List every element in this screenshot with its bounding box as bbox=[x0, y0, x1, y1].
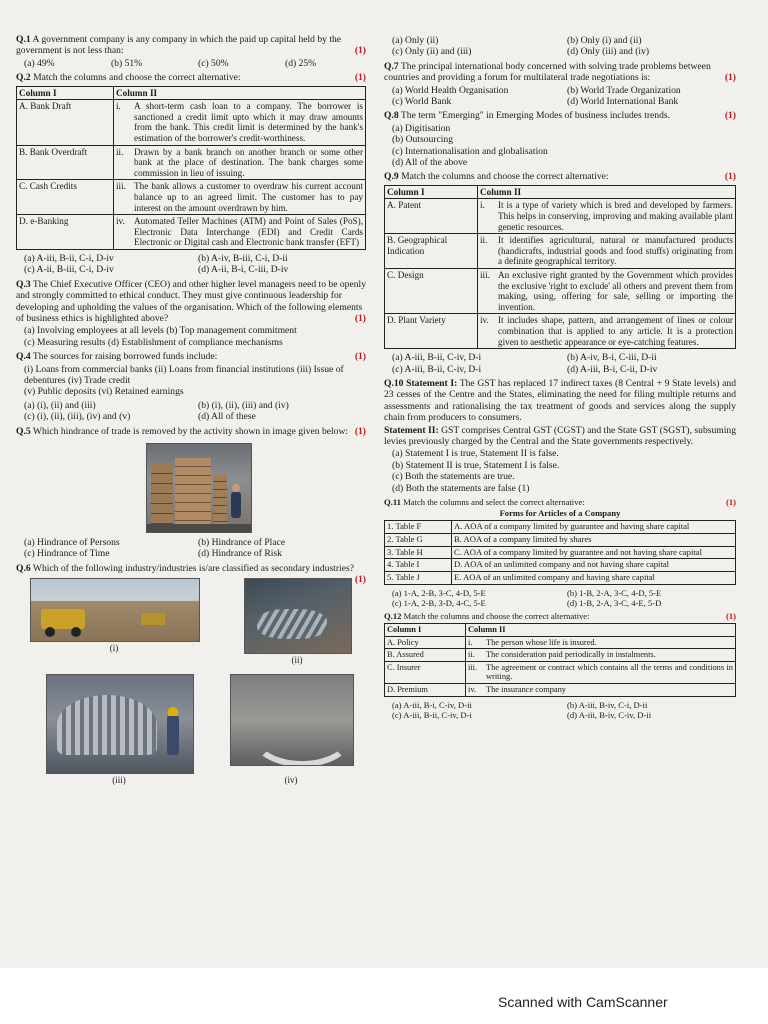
q4-option-d[interactable]: (d) All of these bbox=[198, 411, 256, 423]
q8-text: The term "Emerging" in Emerging Modes of business includes trends. bbox=[400, 110, 671, 122]
q8-option-a[interactable]: (a) Digitisation bbox=[392, 122, 451, 134]
q2-row-c-num: iii. bbox=[114, 180, 133, 215]
q9-row-c-num: iii. bbox=[478, 269, 497, 314]
mining-photo bbox=[30, 578, 200, 642]
q12-option-b[interactable]: (b) A-iii, B-iv, C-i, D-ii bbox=[567, 699, 648, 710]
right-column bbox=[384, 34, 736, 723]
table-row bbox=[385, 684, 736, 697]
q9-options bbox=[384, 352, 736, 375]
table-row bbox=[385, 269, 736, 314]
question-6 bbox=[16, 563, 366, 788]
q6-text: Which of the following industry/industries is/are classified as secondary industries? bbox=[32, 562, 354, 574]
q5-option-c[interactable]: (c) Hindrance of Time bbox=[24, 548, 110, 560]
q8-option-c[interactable]: (c) Internationalisation and globalisation bbox=[392, 145, 548, 157]
caption-ii: (ii) bbox=[291, 655, 303, 666]
q4-number: Q.4 bbox=[16, 351, 31, 363]
warehouse-photo bbox=[146, 443, 252, 533]
factory-photo bbox=[46, 674, 194, 774]
q1-option-b[interactable]: (b) 51% bbox=[111, 57, 143, 69]
q12-row-a-left: A. Policy bbox=[385, 636, 466, 649]
q6-number: Q.6 bbox=[16, 562, 31, 574]
q2-col2-header: Column II bbox=[114, 86, 366, 100]
q6-option-d[interactable]: (d) Only (iii) and (iv) bbox=[567, 46, 650, 58]
q5-option-d[interactable]: (d) Hindrance of Risk bbox=[198, 548, 282, 560]
q5-option-a[interactable]: (a) Hindrance of Persons bbox=[24, 537, 120, 549]
question-7 bbox=[384, 61, 736, 108]
q11-option-b[interactable]: (b) 1-B, 2-A, 3-C, 4-D, 5-E bbox=[567, 588, 662, 599]
q4-marks: (1) bbox=[354, 351, 366, 363]
q2-row-d-left: D. e-Banking bbox=[17, 215, 114, 250]
table-row bbox=[385, 533, 736, 546]
q12-number: Q.12 bbox=[384, 611, 402, 622]
left-column bbox=[16, 34, 366, 790]
q10-option-b[interactable]: (b) Statement II is true, Statement I is false. bbox=[392, 459, 560, 471]
q9-match-table bbox=[384, 185, 736, 349]
q9-row-c-right: An exclusive right granted by the Government which provides the exclusive 'right to exclude' all others and prevent them from making, using, offering for sale, selling or importing the invention. bbox=[496, 269, 736, 314]
q12-option-d[interactable]: (d) A-iii, B-iv, C-iv, D-ii bbox=[567, 709, 652, 720]
q5-number: Q.5 bbox=[16, 425, 31, 437]
q12-match-table bbox=[384, 623, 736, 697]
q11-option-a[interactable]: (a) 1-A, 2-B, 3-C, 4-D, 5-E bbox=[392, 588, 486, 599]
q1-option-a[interactable]: (a) 49% bbox=[24, 57, 55, 69]
q3-options bbox=[16, 325, 366, 348]
q10-statement-1 bbox=[384, 378, 736, 424]
table-row bbox=[385, 199, 736, 234]
table-row bbox=[385, 661, 736, 683]
q2-row-b-num: ii. bbox=[114, 145, 133, 180]
q10-statement-2 bbox=[384, 425, 736, 448]
question-3 bbox=[16, 279, 366, 348]
q2-row-c-right: The bank allows a customer to overdraw his current account balance up to an agreed limit. The customer has to pay interest on the amount overdrawn by him. bbox=[132, 180, 366, 215]
q3-text: The Chief Executive Officer (CEO) and other higher level managers need to be openly and strongly committed to ethical conduct. They must give continuous leadership for developing and upholding the values of the organisation. Which of the following elements of business ethics is highlighted above? bbox=[16, 278, 366, 324]
question-1 bbox=[16, 34, 366, 69]
q4-options bbox=[16, 400, 366, 423]
q2-number: Q.2 bbox=[16, 72, 31, 84]
q9-marks: (1) bbox=[724, 171, 736, 183]
table-row bbox=[17, 215, 366, 250]
q11-row-2-right: B. AOA of a company limited by shares bbox=[452, 533, 736, 546]
q2-marks: (1) bbox=[354, 72, 366, 84]
q2-row-d-num: iv. bbox=[114, 215, 133, 250]
q10-options bbox=[384, 448, 736, 494]
q9-row-d-left: D. Plant Variety bbox=[385, 314, 478, 349]
table-row bbox=[17, 100, 366, 145]
q2-row-a-left: A. Bank Draft bbox=[17, 100, 114, 145]
q11-row-3-left: 3. Table H bbox=[385, 546, 452, 559]
q2-row-b-left: B. Bank Overdraft bbox=[17, 145, 114, 180]
q9-row-a-right: It is a type of variety which is bred and developed by farmers. This helps in conserving, improving and making available plant genetic resources. bbox=[496, 199, 736, 234]
q12-row-d-left: D. Premium bbox=[385, 684, 466, 697]
table-row bbox=[385, 572, 736, 585]
q11-row-3-right: C. AOA of a company limited by guarantee and not having share capital bbox=[452, 546, 736, 559]
q11-table-heading: Forms for Articles of a Company bbox=[499, 508, 621, 519]
q3-number: Q.3 bbox=[16, 278, 31, 290]
q10-option-a[interactable]: (a) Statement I is true, Statement II is false. bbox=[392, 448, 559, 460]
q12-marks: (1) bbox=[725, 611, 736, 622]
q6-option-c[interactable]: (c) Only (ii) and (iii) bbox=[392, 46, 472, 58]
table-row bbox=[385, 234, 736, 269]
q7-option-d[interactable]: (d) World International Bank bbox=[567, 96, 679, 108]
q9-row-c-left: C. Design bbox=[385, 269, 478, 314]
table-row bbox=[17, 180, 366, 215]
q1-options bbox=[16, 58, 366, 69]
q12-options bbox=[384, 700, 736, 720]
q8-number: Q.8 bbox=[384, 110, 399, 122]
q9-row-a-left: A. Patent bbox=[385, 199, 478, 234]
q12-text: Match the columns and choose the correct alternative: bbox=[403, 611, 590, 622]
list-item: (i) Loans from commercial banks (ii) Loans from financial institutions (iii) Issue of debentures (iv) Trade credit bbox=[24, 363, 344, 386]
q12-row-b-num: ii. bbox=[466, 649, 485, 662]
q1-option-c[interactable]: (c) 50% bbox=[198, 57, 229, 69]
q9-option-d[interactable]: (d) A-iii, B-i, C-ii, D-iv bbox=[567, 363, 658, 375]
table-row bbox=[385, 521, 736, 534]
q9-row-b-left: B. Geographical Indication bbox=[385, 234, 478, 269]
q2-row-b-right: Drawn by a bank branch on another branch or some other bank at the place of destination. The bank charges some commission in lieu of issuing. bbox=[132, 145, 366, 180]
caption-i: (i) bbox=[109, 643, 119, 654]
q12-col2-header: Column II bbox=[466, 624, 736, 637]
q10-s2-label: Statement II: bbox=[384, 424, 439, 436]
q12-option-a[interactable]: (a) A-iii, B-i, C-iv, D-ii bbox=[392, 699, 472, 710]
q7-option-a[interactable]: (a) World Health Organisation bbox=[392, 84, 509, 96]
q9-text: Match the columns and choose the correct alternative: bbox=[401, 171, 609, 183]
q11-number: Q.11 bbox=[384, 497, 401, 508]
q1-text: A government company is any company in which the paid up capital held by the government is not less than: bbox=[16, 34, 342, 57]
q12-row-b-right: The consideration paid periodically in instalments. bbox=[484, 649, 736, 662]
q11-row-1-right: A. AOA of a company limited by guarantee and having share capital bbox=[452, 521, 736, 534]
q2-option-c[interactable]: (c) A-ii, B-iii, C-i, D-iv bbox=[24, 264, 114, 276]
q5-marks: (1) bbox=[354, 425, 366, 437]
q12-option-c[interactable]: (c) A-iii, B-ii, C-iv, D-i bbox=[392, 709, 472, 720]
list-item: (v) Public deposits (vi) Retained earnings bbox=[24, 386, 184, 398]
q7-option-c[interactable]: (c) World Bank bbox=[392, 96, 452, 108]
q2-match-table bbox=[16, 86, 366, 250]
q3-option-cd[interactable]: (c) Measuring results (d) Establishment of compliance mechanisms bbox=[24, 336, 283, 348]
q7-marks: (1) bbox=[724, 72, 736, 84]
q2-option-d[interactable]: (d) A-ii, B-i, C-iii, D-iv bbox=[198, 264, 289, 276]
q9-row-a-num: i. bbox=[478, 199, 497, 234]
question-2 bbox=[16, 72, 366, 276]
q7-text: The principal international body concerned with solving trade problems between countries and providing a forum for multilateral trade negotiations is: bbox=[384, 60, 711, 84]
q2-text: Match the columns and choose the correct alternative: bbox=[33, 72, 241, 84]
q6-option-b[interactable]: (b) Only (i) and (ii) bbox=[567, 35, 642, 46]
q2-row-a-num: i. bbox=[114, 100, 133, 145]
fishing-photo bbox=[244, 578, 352, 654]
q8-options bbox=[384, 123, 736, 169]
question-12 bbox=[384, 611, 736, 720]
q9-option-a[interactable]: (a) A-iii, B-ii, C-iv, D-i bbox=[392, 352, 482, 364]
q11-text: Match the columns and select the correct alternative: bbox=[403, 497, 585, 508]
q9-option-c[interactable]: (c) A-iii, B-ii, C-iv, D-i bbox=[392, 363, 482, 375]
q9-col2-header: Column II bbox=[478, 185, 736, 199]
q12-row-c-num: iii. bbox=[466, 661, 485, 683]
q11-row-4-right: D. AOA of an unlimited company and not having share capital bbox=[452, 559, 736, 572]
table-row bbox=[385, 559, 736, 572]
q4-option-a[interactable]: (a) (i), (ii) and (iii) bbox=[24, 399, 96, 411]
q9-row-d-right: It includes shape, pattern, and arrangement of lines or colour combination that is applied to any article. It is a protection given to aesthetic appearance or eye-catching features. bbox=[496, 314, 736, 349]
q10-s1-label: Statement I: bbox=[406, 378, 458, 389]
q6-options bbox=[384, 35, 736, 58]
q12-row-c-left: C. Insurer bbox=[385, 661, 466, 683]
q11-match-table bbox=[384, 520, 736, 585]
q4-text: The sources for raising borrowed funds include: bbox=[32, 351, 218, 363]
q10-option-d[interactable]: (d) Both the statements are false (1) bbox=[392, 482, 530, 494]
q9-number: Q.9 bbox=[384, 171, 399, 183]
road-construction-photo bbox=[230, 674, 354, 766]
q2-row-c-left: C. Cash Credits bbox=[17, 180, 114, 215]
q7-option-b[interactable]: (b) World Trade Organization bbox=[567, 84, 681, 96]
question-5 bbox=[16, 426, 366, 560]
camscanner-watermark: Scanned with CamScanner bbox=[498, 994, 668, 1010]
q4-option-c[interactable]: (c) (i), (ii), (iii), (iv) and (v) bbox=[24, 411, 131, 423]
q11-option-c[interactable]: (c) 1-A, 2-B, 3-D, 4-C, 5-E bbox=[392, 598, 486, 609]
q3-marks: (1) bbox=[354, 312, 366, 324]
q11-option-d[interactable]: (d) 1-B, 2-A, 3-C, 4-E, 5-D bbox=[567, 598, 662, 609]
q9-col1-header: Column I bbox=[385, 185, 478, 199]
q9-option-b[interactable]: (b) A-iv, B-i, C-iii, D-ii bbox=[567, 352, 657, 364]
q12-row-b-left: B. Assured bbox=[385, 649, 466, 662]
q12-row-d-right: The insurance company bbox=[484, 684, 736, 697]
q4-sources-list bbox=[16, 364, 366, 398]
question-10 bbox=[384, 378, 736, 494]
caption-iii: (iii) bbox=[112, 775, 126, 786]
q11-row-4-left: 4. Table I bbox=[385, 559, 452, 572]
q11-row-5-right: E. AOA of an unlimited company and having share capital bbox=[452, 572, 736, 585]
q2-row-a-right: A short-term cash loan to a company. The borrower is sanctioned a credit limit upto which it may draw amounts from the bank. This credit limit is determined by the bank's estimation of the borrower's credit-worthiness. bbox=[132, 100, 366, 145]
table-row bbox=[385, 314, 736, 349]
q8-option-d[interactable]: (d) All of the above bbox=[392, 157, 468, 169]
q1-option-d[interactable]: (d) 25% bbox=[285, 57, 317, 69]
table-row bbox=[385, 649, 736, 662]
q1-number: Q.1 bbox=[16, 34, 31, 45]
q3-option-ab[interactable]: (a) Involving employees at all levels (b) Top management commitment bbox=[24, 325, 297, 337]
q9-row-d-num: iv. bbox=[478, 314, 497, 349]
q4-option-b[interactable]: (b) (i), (ii), (iii) and (iv) bbox=[198, 399, 289, 411]
table-row bbox=[17, 145, 366, 180]
question-11 bbox=[384, 497, 736, 608]
question-8 bbox=[384, 110, 736, 168]
q8-marks: (1) bbox=[724, 110, 736, 122]
q10-s2-text: GST comprises Central GST (CGST) and the State GST (SGST), subsuming levies previously charged by the Central and the State governments respectively. bbox=[384, 424, 736, 448]
q7-number: Q.7 bbox=[384, 60, 399, 72]
q2-option-a[interactable]: (a) A-iii, B-ii, C-i, D-iv bbox=[24, 252, 114, 264]
q5-option-b[interactable]: (b) Hindrance of Place bbox=[198, 537, 286, 549]
q11-row-2-left: 2. Table G bbox=[385, 533, 452, 546]
q5-options bbox=[16, 537, 366, 560]
q9-row-b-num: ii. bbox=[478, 234, 497, 269]
q12-col1-header: Column I bbox=[385, 624, 466, 637]
q6-image-grid bbox=[16, 578, 366, 788]
q2-col1-header: Column I bbox=[17, 86, 114, 100]
q11-options bbox=[384, 588, 736, 608]
q12-row-c-right: The agreement or contract which contains all the terms and conditions in writing. bbox=[484, 661, 736, 683]
q10-s1-text: The GST has replaced 17 indirect taxes (8 Central + 9 State levels) and 23 cesses of the Centre and the States, eliminating the need for filing multiple returns and assessments and rationalising the tax treatment of goods and services along the supply chain from producers to consumers. bbox=[384, 378, 736, 424]
q7-options bbox=[384, 85, 736, 108]
q6-marks: (1) bbox=[354, 574, 366, 586]
q1-marks: (1) bbox=[354, 45, 366, 57]
q12-row-a-num: i. bbox=[466, 636, 485, 649]
q11-row-1-left: 1. Table F bbox=[385, 521, 452, 534]
q10-number: Q.10 bbox=[384, 378, 404, 389]
caption-iv: (iv) bbox=[284, 775, 298, 786]
table-row bbox=[385, 636, 736, 649]
q11-marks: (1) bbox=[725, 497, 736, 508]
question-4 bbox=[16, 351, 366, 422]
q2-row-d-right: Automated Teller Machines (ATM) and Point of Sales (PoS), Electronic Data Interchange (EDI) and Credit Cards Electronic or Digital cash and Electronic bank transfer (EFT) bbox=[132, 215, 366, 250]
q11-row-5-left: 5. Table J bbox=[385, 572, 452, 585]
question-9 bbox=[384, 171, 736, 375]
q2-options bbox=[16, 253, 366, 276]
q12-row-d-num: iv. bbox=[466, 684, 485, 697]
q8-option-b[interactable]: (b) Outsourcing bbox=[392, 134, 454, 146]
q5-text: Which hindrance of trade is removed by the activity shown in image given below: bbox=[32, 425, 349, 437]
q12-row-a-right: The person whose life is insured. bbox=[484, 636, 736, 649]
q2-option-b[interactable]: (b) A-iv, B-iii, C-i, D-ii bbox=[198, 252, 288, 264]
table-row bbox=[385, 546, 736, 559]
q9-row-b-right: It identifies agricultural, natural or manufactured products (handicrafts, industrial goods and food stuffs) originating from a definite geographical territory. bbox=[496, 234, 736, 269]
q10-option-c[interactable]: (c) Both the statements are true. bbox=[392, 471, 515, 483]
q6-option-a[interactable]: (a) Only (ii) bbox=[392, 35, 439, 46]
